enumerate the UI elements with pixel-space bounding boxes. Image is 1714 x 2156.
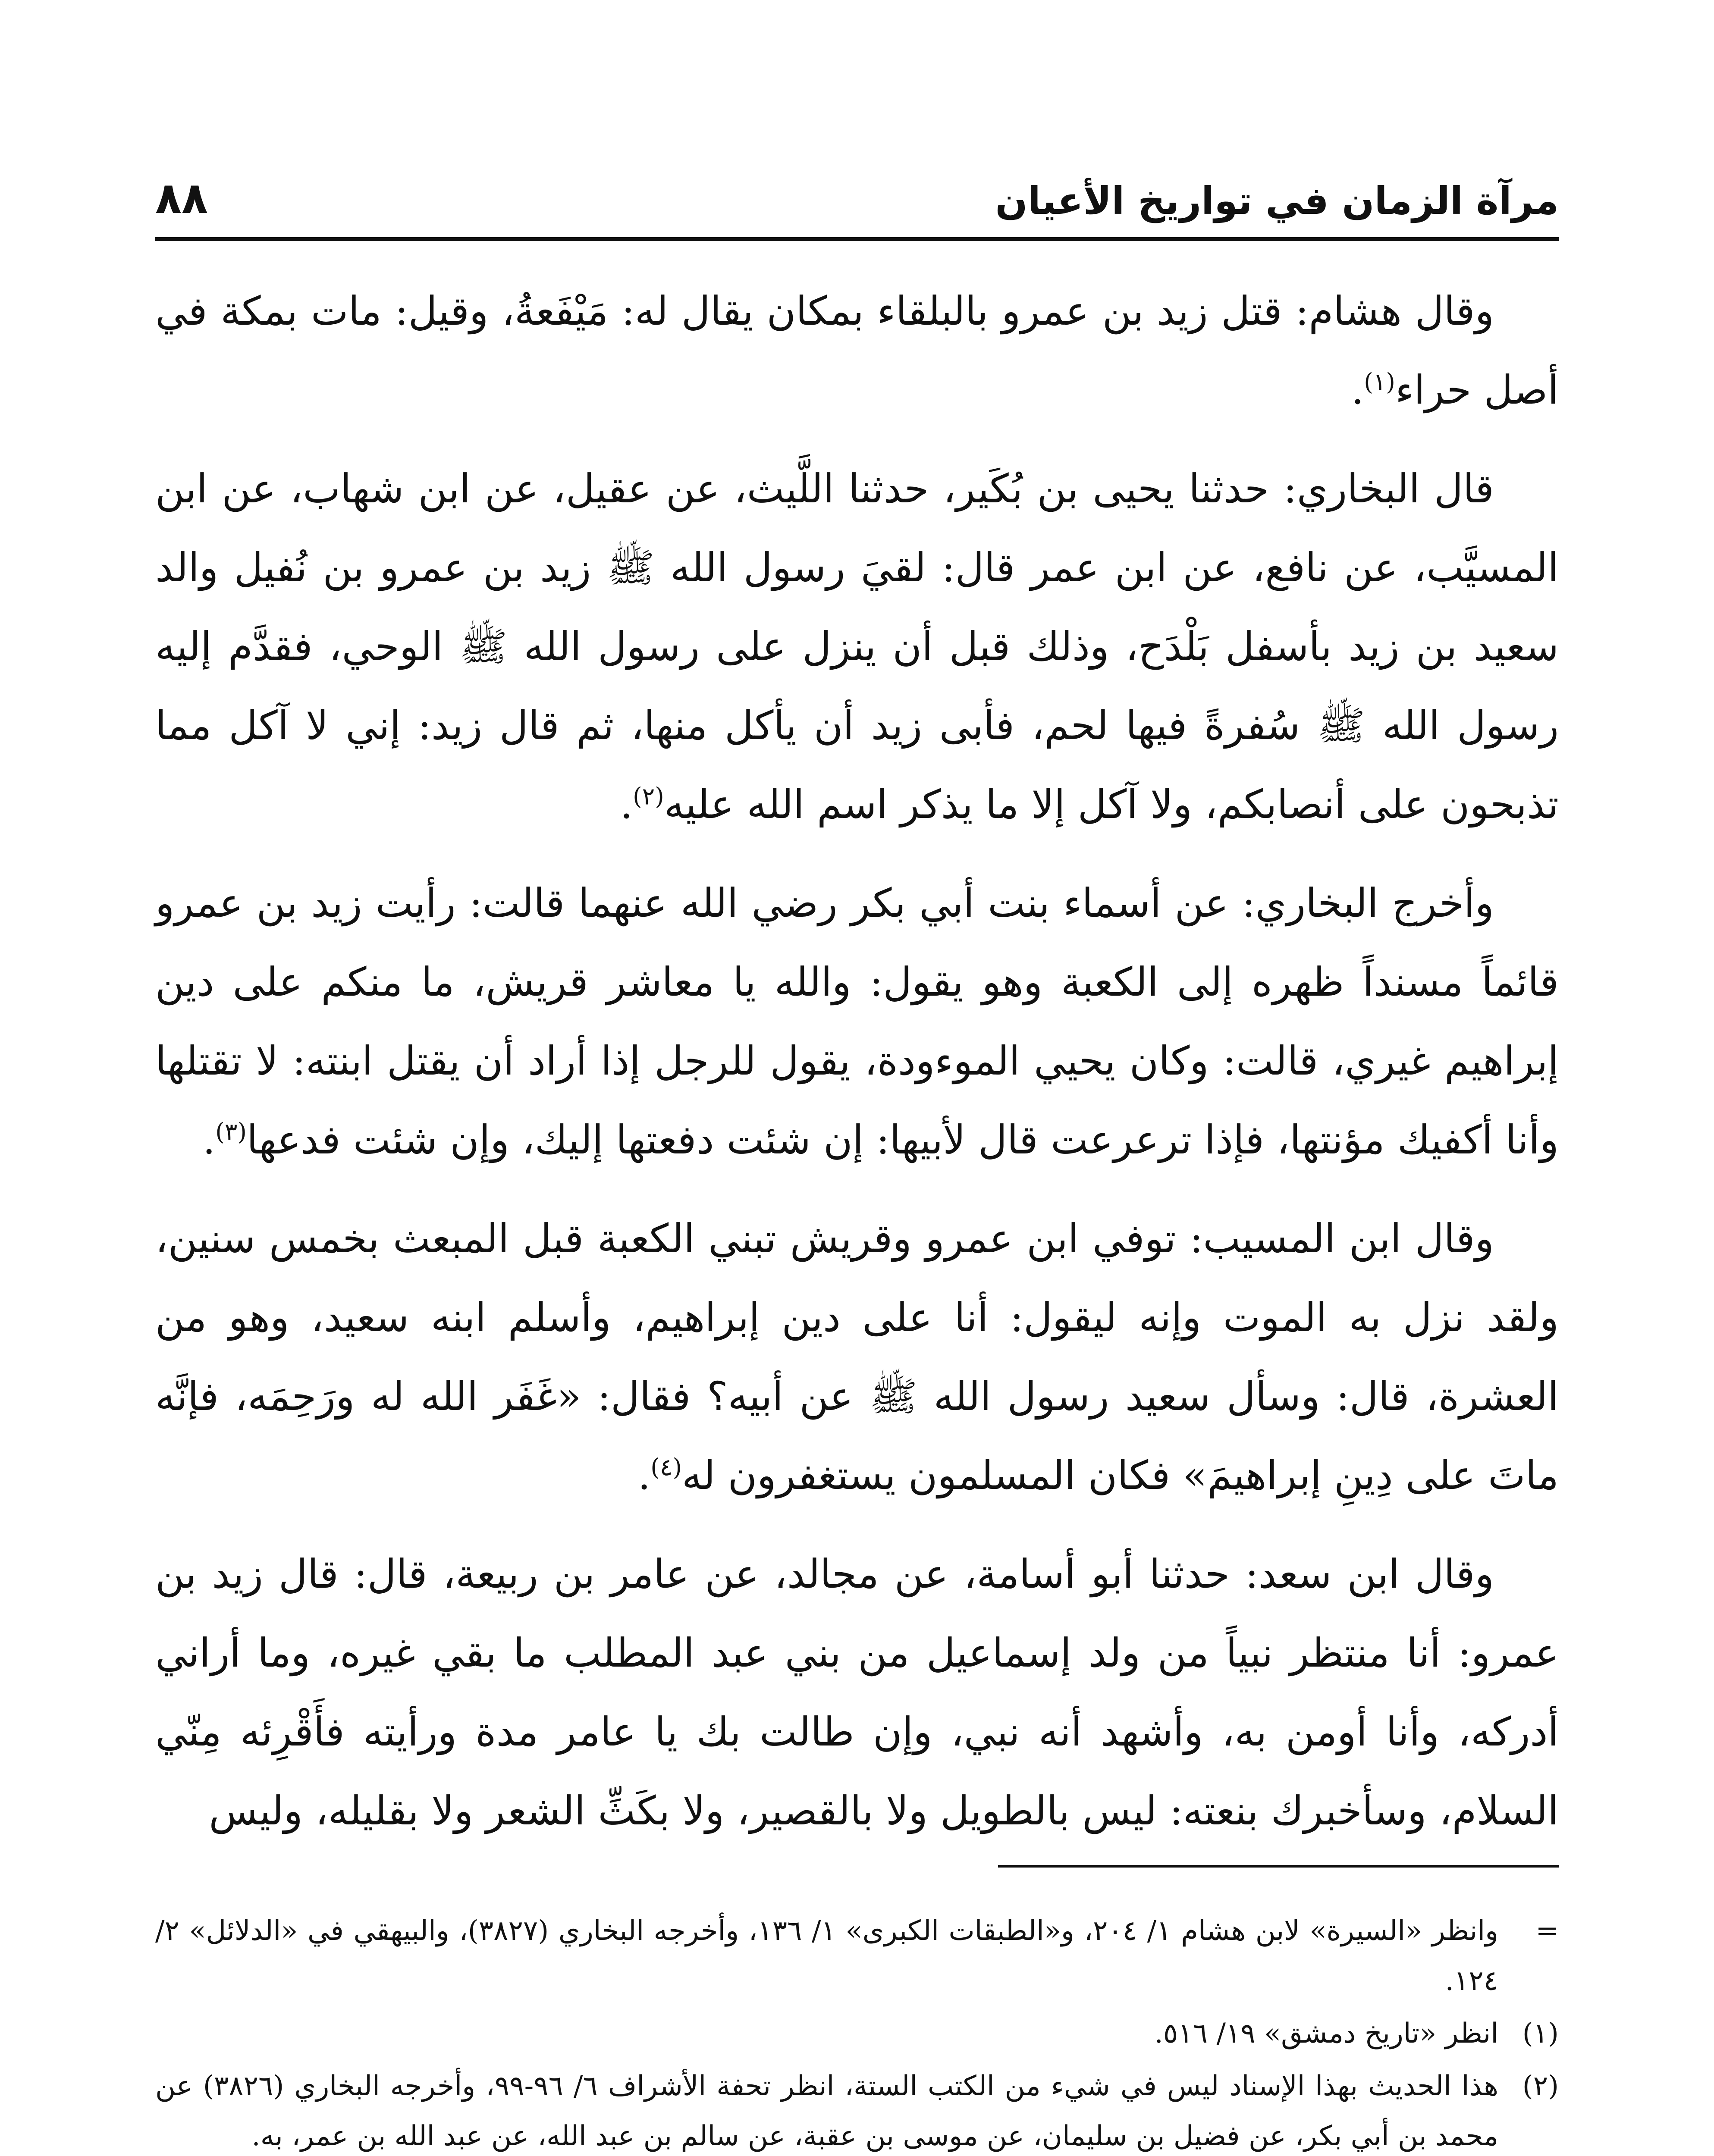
footnote-divider	[998, 1865, 1559, 1868]
footnote-marker: =	[1535, 1915, 1559, 1947]
sentence-end: .	[620, 781, 633, 827]
running-head	[155, 160, 1559, 241]
paragraph	[155, 1199, 1559, 1515]
footnote	[155, 2061, 1559, 2156]
footnote-reference: (٤)	[650, 1454, 682, 1482]
footnotes	[155, 1906, 1559, 2156]
paragraph-text: وأخرج البخاري: عن أسماء بنت أبي بكر رضي الله عنهما قالت: رأيت زيد بن عمرو قائماً مسنداً ظهره إلى الكعبة وهو يقول: والله يا معاشر قريش، ما منكم على دين إبراهيم غيري، قالت: وكان يحيي الموءودة، يقول للرجل إذا أراد أن يقتل ابنته: لا تقتلها وأنا أكفيك مؤنتها، فإذا ترعرعت قال لأبيها: إن شئت دفعتها إليك، وإن شئت فدعها	[155, 880, 1559, 1163]
footnote-continuation	[155, 1906, 1559, 2006]
footnote-text: انظر «تاريخ دمشق» ١٩/ ٥١٦.	[1154, 2018, 1498, 2049]
footnote-marker: (١)	[1522, 2018, 1559, 2049]
main-text	[155, 272, 1559, 1870]
paragraph-text: وقال ابن سعد: حدثنا أبو أسامة، عن مجالد، عن عامر بن ربيعة، قال: قال زيد بن عمرو: أنا منتظر نبياً من ولد إسماعيل من بني عبد المطلب ما بقي غيره، وما أراني أدركه، وأنا أومن به، وأشهد أنه نبي، وإن طالت بك يا عامر مدة ورأيته فأَقْرِئه مِنّي السلام، وسأخبرك بنعته: ليس بالطويل ولا بالقصير، ولا بكَثِّ الشعر ولا بقليله، وليس	[155, 1551, 1559, 1834]
footnote	[155, 2009, 1559, 2059]
sentence-end: .	[638, 1452, 651, 1498]
sentence-end: .	[1351, 367, 1364, 413]
paragraph-text: وقال هشام: قتل زيد بن عمرو بالبلقاء بمكان يقال له: مَيْفَعةُ، وقيل: مات بمكة في أصل حراء	[155, 288, 1559, 413]
footnote-reference: (١)	[1364, 368, 1395, 396]
paragraph	[155, 272, 1559, 429]
footnote-text: وانظر «السيرة» لابن هشام ١/ ٢٠٤، و«الطبقات الكبرى» ١/ ١٣٦، وأخرجه البخاري (٣٨٢٧)، والبيهقي في «الدلائل» ٢/ ١٢٤.	[155, 1915, 1499, 1997]
book-title: مرآة الزمان في تواريخ الأعيان	[995, 179, 1559, 223]
footnote-marker: (٢)	[1522, 2070, 1559, 2102]
paragraph	[155, 1535, 1559, 1850]
sentence-end: .	[203, 1117, 216, 1163]
paragraph-text: قال البخاري: حدثنا يحيى بن بُكَير، حدثنا اللَّيث، عن عقيل، عن ابن شهاب، عن ابن المسيَّب، عن نافع، عن ابن عمر قال: لقيَ رسول الله ﷺ زيد بن عمرو بن نُفيل والد سعيد بن زيد بأسفل بَلْدَح، وذلك قبل أن ينزل على رسول الله ﷺ الوحي، فقدَّم إليه رسول الله ﷺ سُفرةً فيها لحم، فأبى زيد أن يأكل منها، ثم قال زيد: إني لا آكل مما تذبحون على أنصابكم، ولا آكل إلا ما يذكر اسم الله عليه	[155, 466, 1559, 827]
footnote-reference: (٢)	[633, 783, 664, 811]
paragraph-text: وقال ابن المسيب: توفي ابن عمرو وقريش تبني الكعبة قبل المبعث بخمس سنين، ولقد نزل به الموت وإنه ليقول: أنا على دين إبراهيم، وأسلم ابنه سعيد، وهو من العشرة، قال: وسأل سعيد رسول الله ﷺ عن أبيه؟ فقال: «غَفَر الله له ورَحِمَه، فإنَّه ماتَ على دِينِ إبراهيمَ» فكان المسلمون يستغفرون له	[155, 1216, 1559, 1498]
page-number: ٨٨	[155, 173, 208, 223]
paragraph	[155, 449, 1559, 844]
footnote-reference: (٣)	[215, 1118, 247, 1146]
paragraph	[155, 864, 1559, 1179]
footnote-text: هذا الحديث بهذا الإسناد ليس في شيء من الكتب الستة، انظر تحفة الأشراف ٦/ ٩٦-٩٩، وأخرجه البخاري (٣٨٢٦) عن محمد بن أبي بكر، عن فضيل بن سليمان، عن موسى بن عقبة، عن سالم بن عبد الله، عن عبد الله بن عمر، به.	[155, 2070, 1499, 2152]
